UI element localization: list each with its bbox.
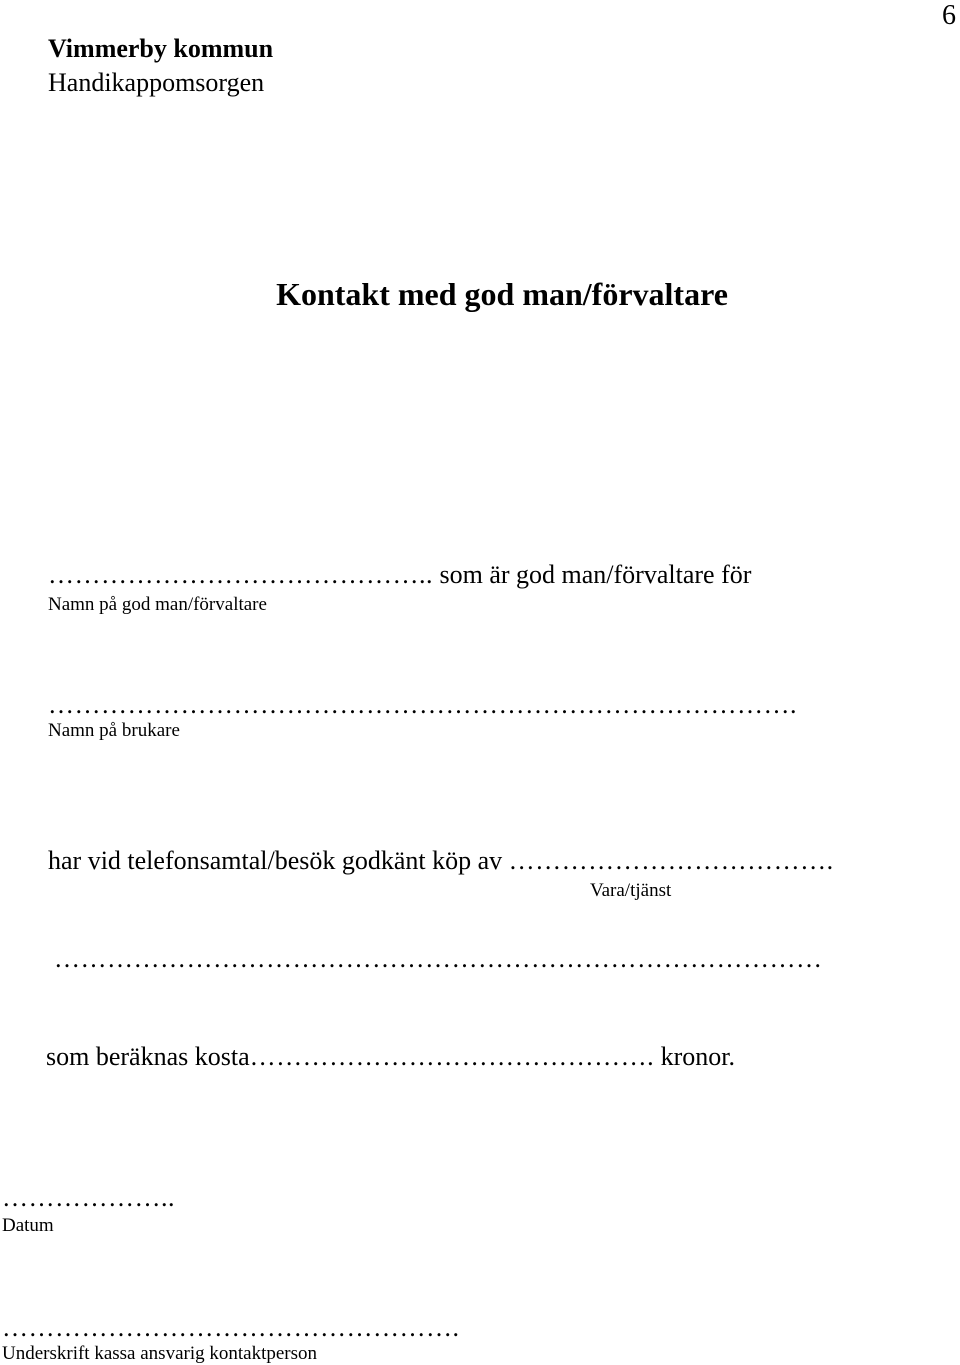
document-title: Kontakt med god man/förvaltare [276,276,728,312]
guardian-name-line [48,560,751,590]
date-line [2,1183,175,1213]
cost-line [46,1042,735,1072]
client-name-line [48,690,797,720]
purchase-item-blank[interactable]: ………………………………. [508,846,834,875]
page-number: 6 [942,0,956,31]
cost-amount-blank[interactable]: ………………………………………. [249,1042,655,1071]
purchase-item-caption: Vara/tjänst [590,880,672,901]
guardian-name-blank[interactable]: …………………………………….. [48,560,433,589]
signature-caption: Underskrift kassa ansvarig kontaktperson [2,1343,318,1364]
date-caption: Datum [2,1215,54,1236]
purchase-extra-line [54,944,823,974]
cost-line-text-after: kronor. [654,1042,736,1071]
department-name: Handikappomsorgen [48,68,265,97]
purchase-line-text: har vid telefonsamtal/besök godkänt köp av [48,846,509,875]
signature-blank[interactable]: ……………………………………………. [2,1313,460,1342]
guardian-name-caption: Namn på god man/förvaltare [48,594,267,615]
guardian-line-text: som är god man/förvaltare för [433,560,752,589]
organization-name: Vimmerby kommun [48,34,274,63]
client-name-caption: Namn på brukare [48,720,180,741]
signature-line [2,1313,460,1343]
purchase-line [48,846,834,876]
purchase-extra-blank[interactable]: …………………………………………………………………………… [54,944,823,973]
client-name-blank[interactable]: …………………………………………………………………………. [48,690,797,719]
date-blank[interactable]: ……………….. [2,1183,175,1212]
cost-line-text-before: som beräknas kosta [46,1042,250,1071]
